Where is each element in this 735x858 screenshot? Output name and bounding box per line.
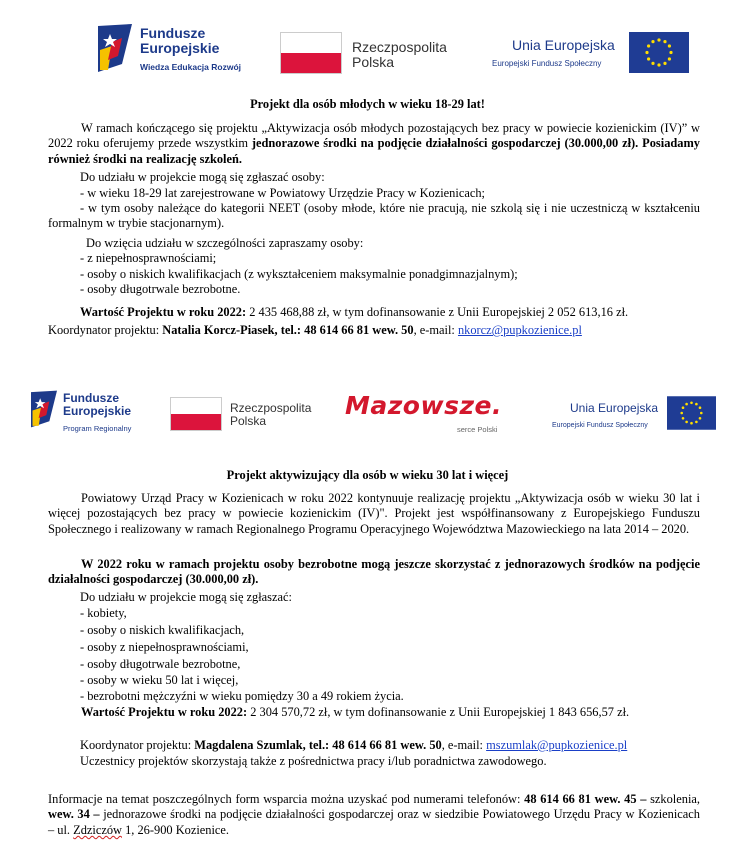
ue-title: Unia Europejska xyxy=(570,401,659,415)
mazowsze-sub: serce Polski xyxy=(457,425,498,434)
project2-highlight: W 2022 roku w ramach projektu osoby bezrobotne mogą jeszcze skorzystać z jednorazowych środków na podjęcie działalności gospodarczej (30.000,00 zł). xyxy=(48,557,700,587)
contact-text-e: jednorazowe środki na podjęcie działalności gospodarczej oraz w siedzibie Powiatowego Urzędu Pracy w Kozienicach – ul. xyxy=(48,807,700,837)
contact-text-c: szkolenia, xyxy=(646,792,700,806)
street-name: Zdziczów xyxy=(73,822,122,837)
fundusze-europejskie-logo xyxy=(98,24,132,76)
project2-eligible-intro: Do udziału w projekcie mogą się zgłaszać: xyxy=(80,590,292,604)
coord-label: Koordynator projektu: xyxy=(48,323,163,337)
logo-bar-bottom xyxy=(0,388,735,443)
project2-note: Uczestnicy projektów skorzystają także z pośrednictwa pracy i/lub poradnictwa zawodowego. xyxy=(80,754,547,768)
contact-phone-a: 48 614 66 81 wew. 45 – xyxy=(524,792,647,806)
fe-flag-icon xyxy=(98,24,132,72)
project1-value xyxy=(80,305,628,320)
list-item: - bezrobotni mężczyźni w wieku pomiędzy 30 a 49 rokiem życia. xyxy=(80,689,404,703)
project1-value-label: Wartość Projektu w roku 2022: xyxy=(80,305,247,319)
list-item: - osoby z niepełnosprawnościami, xyxy=(80,640,249,654)
logo-bar-top xyxy=(0,20,735,90)
rp-line2: Polska xyxy=(230,414,267,428)
ue-title: Unia Europejska xyxy=(512,37,615,53)
polish-flag-icon xyxy=(170,397,222,431)
list-item: - osoby w wieku 50 lat i więcej, xyxy=(80,673,239,687)
fe-sub: Program Regionalny xyxy=(63,424,132,433)
list-item: - kobiety, xyxy=(80,606,127,620)
coord-name: Magdalena Szumlak, tel.: 48 614 66 81 wew. 50 xyxy=(194,738,442,752)
rp-line1: Rzeczpospolita xyxy=(352,39,447,55)
project1-eligible-intro: Do udziału w projekcie mogą się zgłaszać osoby: xyxy=(80,170,325,184)
project2-value-label: Wartość Projektu w roku 2022: xyxy=(81,705,248,719)
contact-text-a: Informacje na temat poszczególnych form wsparcia można uzyskać pod numerami telefonów: xyxy=(48,792,525,806)
project1-intro-b: jednorazowe środki na podjęcie działalności gospodarczej (30.000,00 zł). Posiadamy również środki na realizację szkoleń. xyxy=(48,136,700,166)
list-item: - osoby długotrwale bezrobotne. xyxy=(80,282,241,296)
mazowsze-wordmark: Mazowsze. xyxy=(345,391,502,420)
project1-invite-intro: Do wzięcia udziału w szczególności zapraszamy osoby: xyxy=(86,236,364,250)
list-item: - w wieku 18-29 lat zarejestrowane w Powiatowy Urzędzie Pracy w Kozienicach; xyxy=(80,186,485,200)
eu-flag-icon xyxy=(629,32,689,77)
list-item: - osoby długotrwale bezrobotne, xyxy=(80,657,241,671)
fe-line1: Fundusze xyxy=(140,25,206,41)
coord-label: Koordynator projektu: xyxy=(80,738,195,752)
contact-info xyxy=(48,792,700,838)
coord-email-link[interactable]: mszumlak@pupkozienice.pl xyxy=(486,738,628,752)
project2-title: Projekt aktywizujący dla osób w wieku 30 lat i więcej xyxy=(226,468,509,482)
project2-value xyxy=(48,705,700,720)
fe-line1: Fundusze xyxy=(63,391,119,405)
fe-line2: Europejskie xyxy=(63,404,132,418)
list-item: - z niepełnosprawnościami; xyxy=(80,251,217,265)
fe-sub: Wiedza Edukacja Rozwój xyxy=(140,62,241,72)
list-item: - osoby o niskich kwalifikacjach (z wykształceniem maksymalnie ponadgimnazjalnym); xyxy=(80,267,518,281)
project1-intro xyxy=(48,121,700,167)
polish-flag-icon xyxy=(280,32,342,74)
rp-line2: Polska xyxy=(352,54,395,70)
list-item: - w tym osoby należące do kategorii NEET (osoby młode, które nie pracują, nie szkolą się i nie uczestniczą w kształceniu formalnym w trybie stacjonarnym). xyxy=(48,201,700,231)
project1-intro-a: W ramach kończącego się projektu „Aktywizacja osób młodych pozostających bez pracy w powiecie kozienickim (IV)” w 2022 roku oferujemy przede wszystkim xyxy=(48,121,700,151)
eu-flag-icon xyxy=(667,396,716,434)
fundusze-europejskie-logo xyxy=(31,390,57,432)
coord-email-label: , e-mail: xyxy=(441,738,487,752)
rp-line1: Rzeczpospolita xyxy=(230,401,312,415)
coord-email-link[interactable]: nkorcz@pupkozienice.pl xyxy=(457,323,582,337)
project1-title: Projekt dla osób młodych w wieku 18-29 lat! xyxy=(250,97,485,111)
project1-coordinator xyxy=(48,323,582,338)
project2-coordinator xyxy=(80,738,627,753)
fe-flag-icon xyxy=(31,390,57,428)
contact-phone-b: wew. 34 – xyxy=(48,807,100,822)
ue-sub: Europejski Fundusz Społeczny xyxy=(492,59,602,68)
coord-name: Natalia Korcz-Piasek, tel.: 48 614 66 81 wew. 50 xyxy=(162,323,414,337)
contact-text-g: 1, 26-900 Kozienice. xyxy=(122,822,230,837)
project1-value-text: 2 435 468,88 zł, w tym dofinansowanie z Unii Europejskiej 2 052 613,16 zł. xyxy=(246,305,629,319)
ue-sub: Europejski Fundusz Społeczny xyxy=(552,422,648,429)
project2-intro: Powiatowy Urząd Pracy w Kozienicach w roku 2022 kontynuuje realizację projektu „Aktywizacja osób w wieku 30 lat i więcej pozostających bez pracy w powiecie kozienickim (IV)". Projekt jest współfinansowany z Europejskiego Funduszu Społecznego i realizowany w ramach Regionalnego Programu Operacyjnego Województwa Mazowieckiego na lata 2014 – 2020. xyxy=(48,491,700,536)
coord-email-label: , e-mail: xyxy=(413,323,458,337)
fe-line2: Europejskie xyxy=(140,40,220,56)
mazowsze-logo xyxy=(345,391,502,434)
project2-value-text: 2 304 570,72 zł, w tym dofinansowanie z Unii Europejskiej 1 843 656,57 zł. xyxy=(247,705,630,719)
list-item: - osoby o niskich kwalifikacjach, xyxy=(80,623,245,637)
